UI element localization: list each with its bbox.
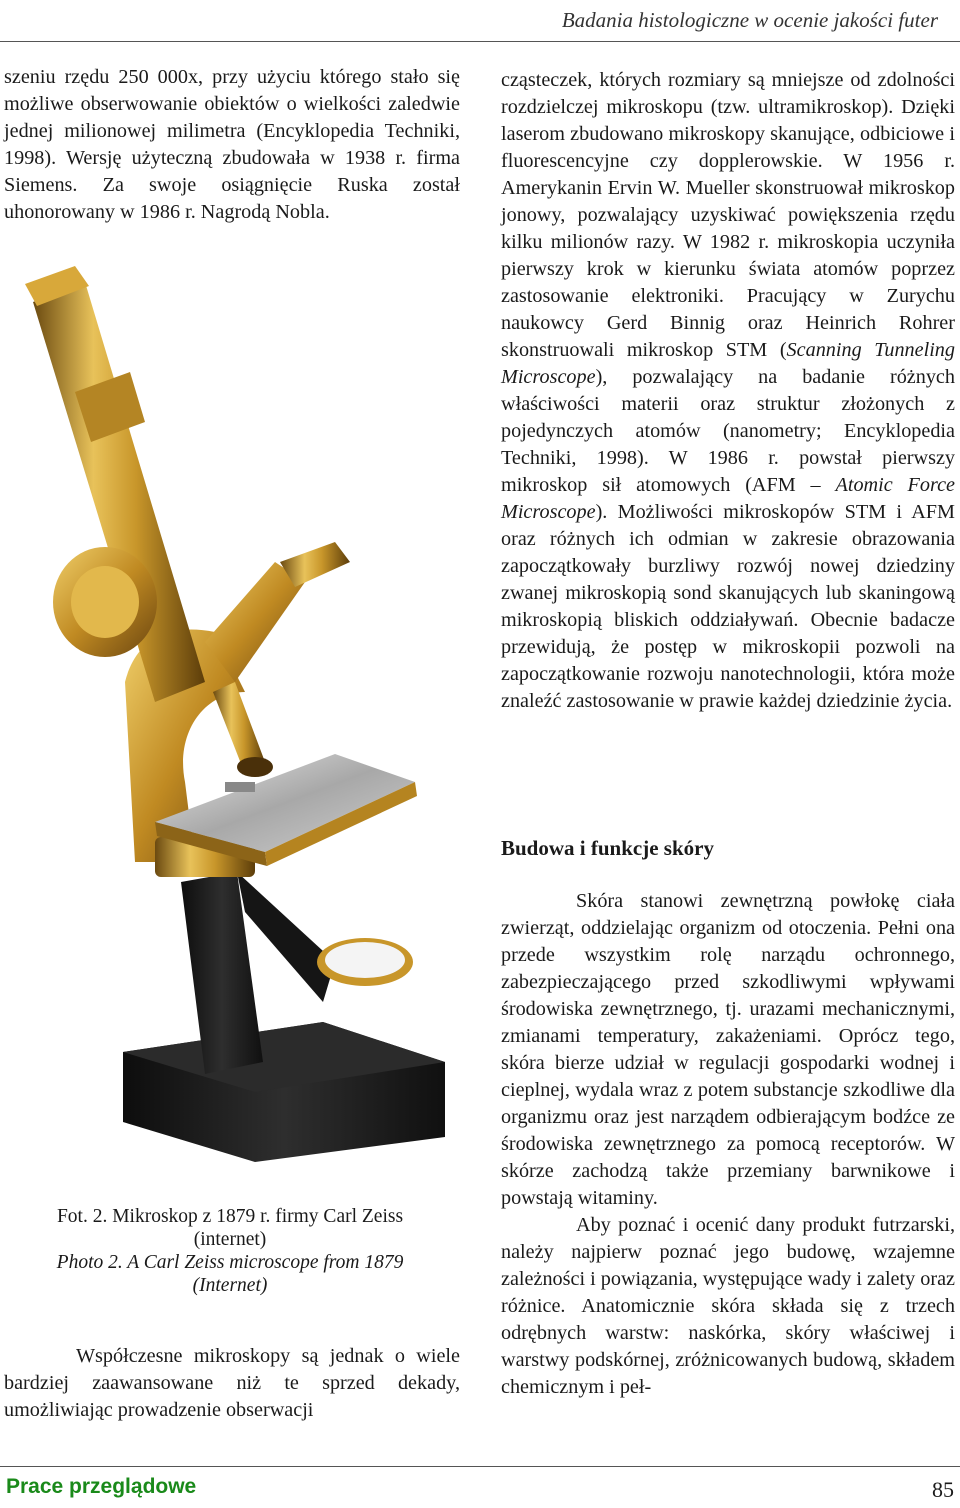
running-title: Badania histologiczne w ocenie jakości futer [561, 8, 938, 32]
page-header [0, 0, 960, 44]
left-column-bottom [4, 1343, 460, 1424]
right-column-bottom [501, 888, 955, 1401]
left-bottom-paragraph: Współczesne mikroskopy są jednak o wiele bardziej zaawansowane niż te sprzed dekady, umożliwiając prowadzenie obserwacji [4, 1345, 460, 1421]
section-heading: Budowa i funkcje skóry [501, 836, 714, 860]
nosepiece-objectives [205, 542, 350, 777]
caption-polish [0, 1205, 460, 1251]
journal-section-label: Prace przeglądowe [6, 1475, 197, 1498]
caption-polish-line1: Fot. 2. Mikroskop z 1879 r. firmy Carl Zeiss [56, 1206, 404, 1227]
right-top-paragraph [501, 67, 955, 715]
page-number: 85 [932, 1477, 954, 1502]
section-paragraph-1: Skóra stanowi zewnętrzną powłokę ciała zwierząt, oddzielając organizm od otoczenia. Pełni ona przede wszystkim rolę narządu ochronnego, zabezpieczającego przed szkodliwymi wpływami środowiska zewnętrznego, tj. urazami mechanicznymi, zmianami temperatury, zakażeniami. Oprócz tego, skóra bierze udział w regulacji gospodarki wodnej i cieplnej, wydala wraz z potem substancje szkodliwe dla organizmu oraz jest narządem odbierającym bodźce ze środowiska zewnętrznego za pomocą receptorów. W skórze zachodzą także przemiany barwnikowe i powstają witaminy. [501, 890, 955, 1209]
focus-knob [53, 547, 157, 657]
mirror [317, 938, 413, 986]
footer-rule [0, 1466, 960, 1467]
text-run: ). Możliwości mikroskopów STM i AFM oraz różnych ich odmian w zakresie obrazowania zapoczątkowały burzliwy rozwój nowej dziedziny zwanej mikroskopią sond skanujących lub skaningową mikroskopią bliskich oddziaływań. Obecnie badacze przewidują, że postęp w mikroskopii pozwoli na zapoczątkowanie rozwoju nanotechnologii, która może znaleźć zastosowanie w prawie każdej dziedzinie życia. [501, 501, 955, 712]
page-footer [0, 1466, 960, 1508]
caption-polish-line2: (internet) [193, 1229, 267, 1250]
caption-english [0, 1251, 460, 1297]
italic-term-stm: Scanning Tunneling Microscope [501, 339, 955, 388]
left-column-top [4, 64, 460, 226]
caption-english-line2: (Internet) [192, 1275, 268, 1296]
microscope-base [123, 872, 445, 1162]
section-paragraph-2: Aby poznać i ocenić dany produkt futrzarski, należy najpierw poznać jego budowę, wzajemne zależności i powiązania, występujące wady i zalety oraz różnice. Anatomicznie skóra składa się z trzech odrębnych warstw: naskórka, skóry właściwej i warstwy podskórnej, zróżnicowanych budową, składem chemicznym i peł- [501, 1214, 956, 1398]
microscope-photo [5, 262, 455, 1192]
right-column-top [501, 67, 955, 715]
figure-caption [0, 1205, 460, 1297]
text-run: cząsteczek, których rozmiary są mniejsze od zdolności rozdzielczej mikroskopu (tzw. ultramikroskop). Dzięki laserom zbudowano mikroskopy skanujące, odbiciowe i fluorescencyjne czy dopplerowskie. W 1956 r. Amerykanin Ervin W. Mueller skonstruował mikroskop jonowy, pozwalający uzyskiwać powiększenia rzędu kilku milionów razy. W 1982 r. mikroskopia uczyniła pierwszy krok w kierunku świata atomów poprzez zastosowanie elektroniki. Pracujący w Zurychu naukowcy Gerd Binnig oraz Heinrich Rohrer skonstruowali mikroskop STM ( [501, 69, 955, 361]
header-rule [0, 41, 960, 42]
text-run: ), pozwalający na badanie różnych właściwości materii oraz struktur złożonych z pojedynczych atomów (nanometry; Encyklopedia Techniki, 1998). W 1986 r. powstał pierwszy mikroskop sił atomowych (AFM – [501, 366, 955, 496]
caption-english-line1: Photo 2. A Carl Zeiss microscope from 1879 [56, 1252, 404, 1273]
left-top-paragraph: szeniu rzędu 250 000x, przy użyciu którego stało się możliwe obserwowanie obiektów o wielkości zaledwie jednej milionowej milimetra (Encyklopedia Techniki, 1998). Wersję użyteczną zbudowała w 1938 r. firma Siemens. Za swoje osiągnięcie Ruska został uhonorowany w 1986 r. Nagrodą Nobla. [4, 66, 460, 223]
italic-term-afm: Atomic Force Microscope [501, 474, 955, 523]
